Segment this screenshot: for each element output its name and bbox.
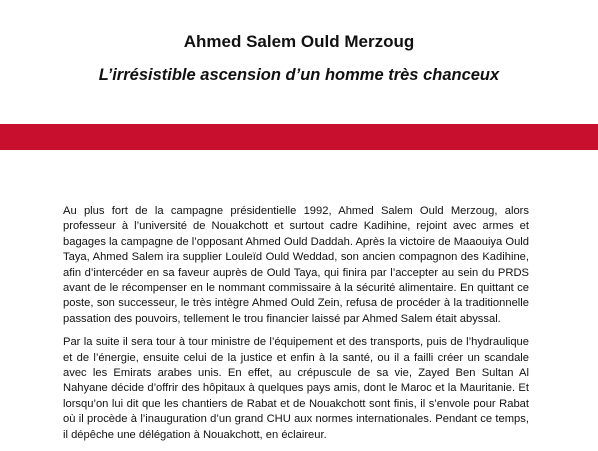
red-banner <box>0 124 598 150</box>
document-subtitle: L’irrésistible ascension d’un homme très chanceux <box>98 66 500 84</box>
article-body <box>63 204 529 451</box>
paragraph-2: Par la suite il sera tour à tour ministre de l’équipement et des transports, puis de l’hydraulique et de l’énergie, ensuite celui de la justice et enfin à la santé, ou il a failli créer un scandale avec les Emirats arabes unis. En effet, au crépuscule de sa vie, Zayed Ben Sultan Al Nahyane décide d’offrir des hôpitaux à quelques pays amis, dont le Maroc et la Mauritanie. Et lorsqu’on lui dit que les chantiers de Rabat et de Nouakchott sont finis, il s’envole pour Rabat où il procède à l’inauguration d’un grand CHU aux normes internationales. Pendant ce temps, il dépêche une délégation à Nouakchott, en éclaireur. <box>63 336 529 441</box>
document-title: Ahmed Salem Ould Merzoug <box>183 32 415 51</box>
paragraph-1: Au plus fort de la campagne présidentielle 1992, Ahmed Salem Ould Merzoug, alors professeur à l’université de Nouakchott et surtout cadre Kadihine, rejoint avec armes et bagages la campagne de l’opposant Ahmed Ould Daddah. Après la victoire de Maaouiya Ould Taya, Ahmed Salem ira supplier Louleïd Ould Weddad, son ancien compagnon des Kadihine, afin d’intercéder en sa faveur auprès de Ould Taya, qui finira par l’accepter au sein du PRDS avant de le récompenser en le nommant commissaire à la sécurité alimentaire. En quittant ce poste, son successeur, le très intègre Ahmed Ould Zein, refusa de procéder à la traditionnelle passation des pouvoirs, tellement le trou financier laissé par Ahmed Salem était abyssal. <box>63 205 529 325</box>
